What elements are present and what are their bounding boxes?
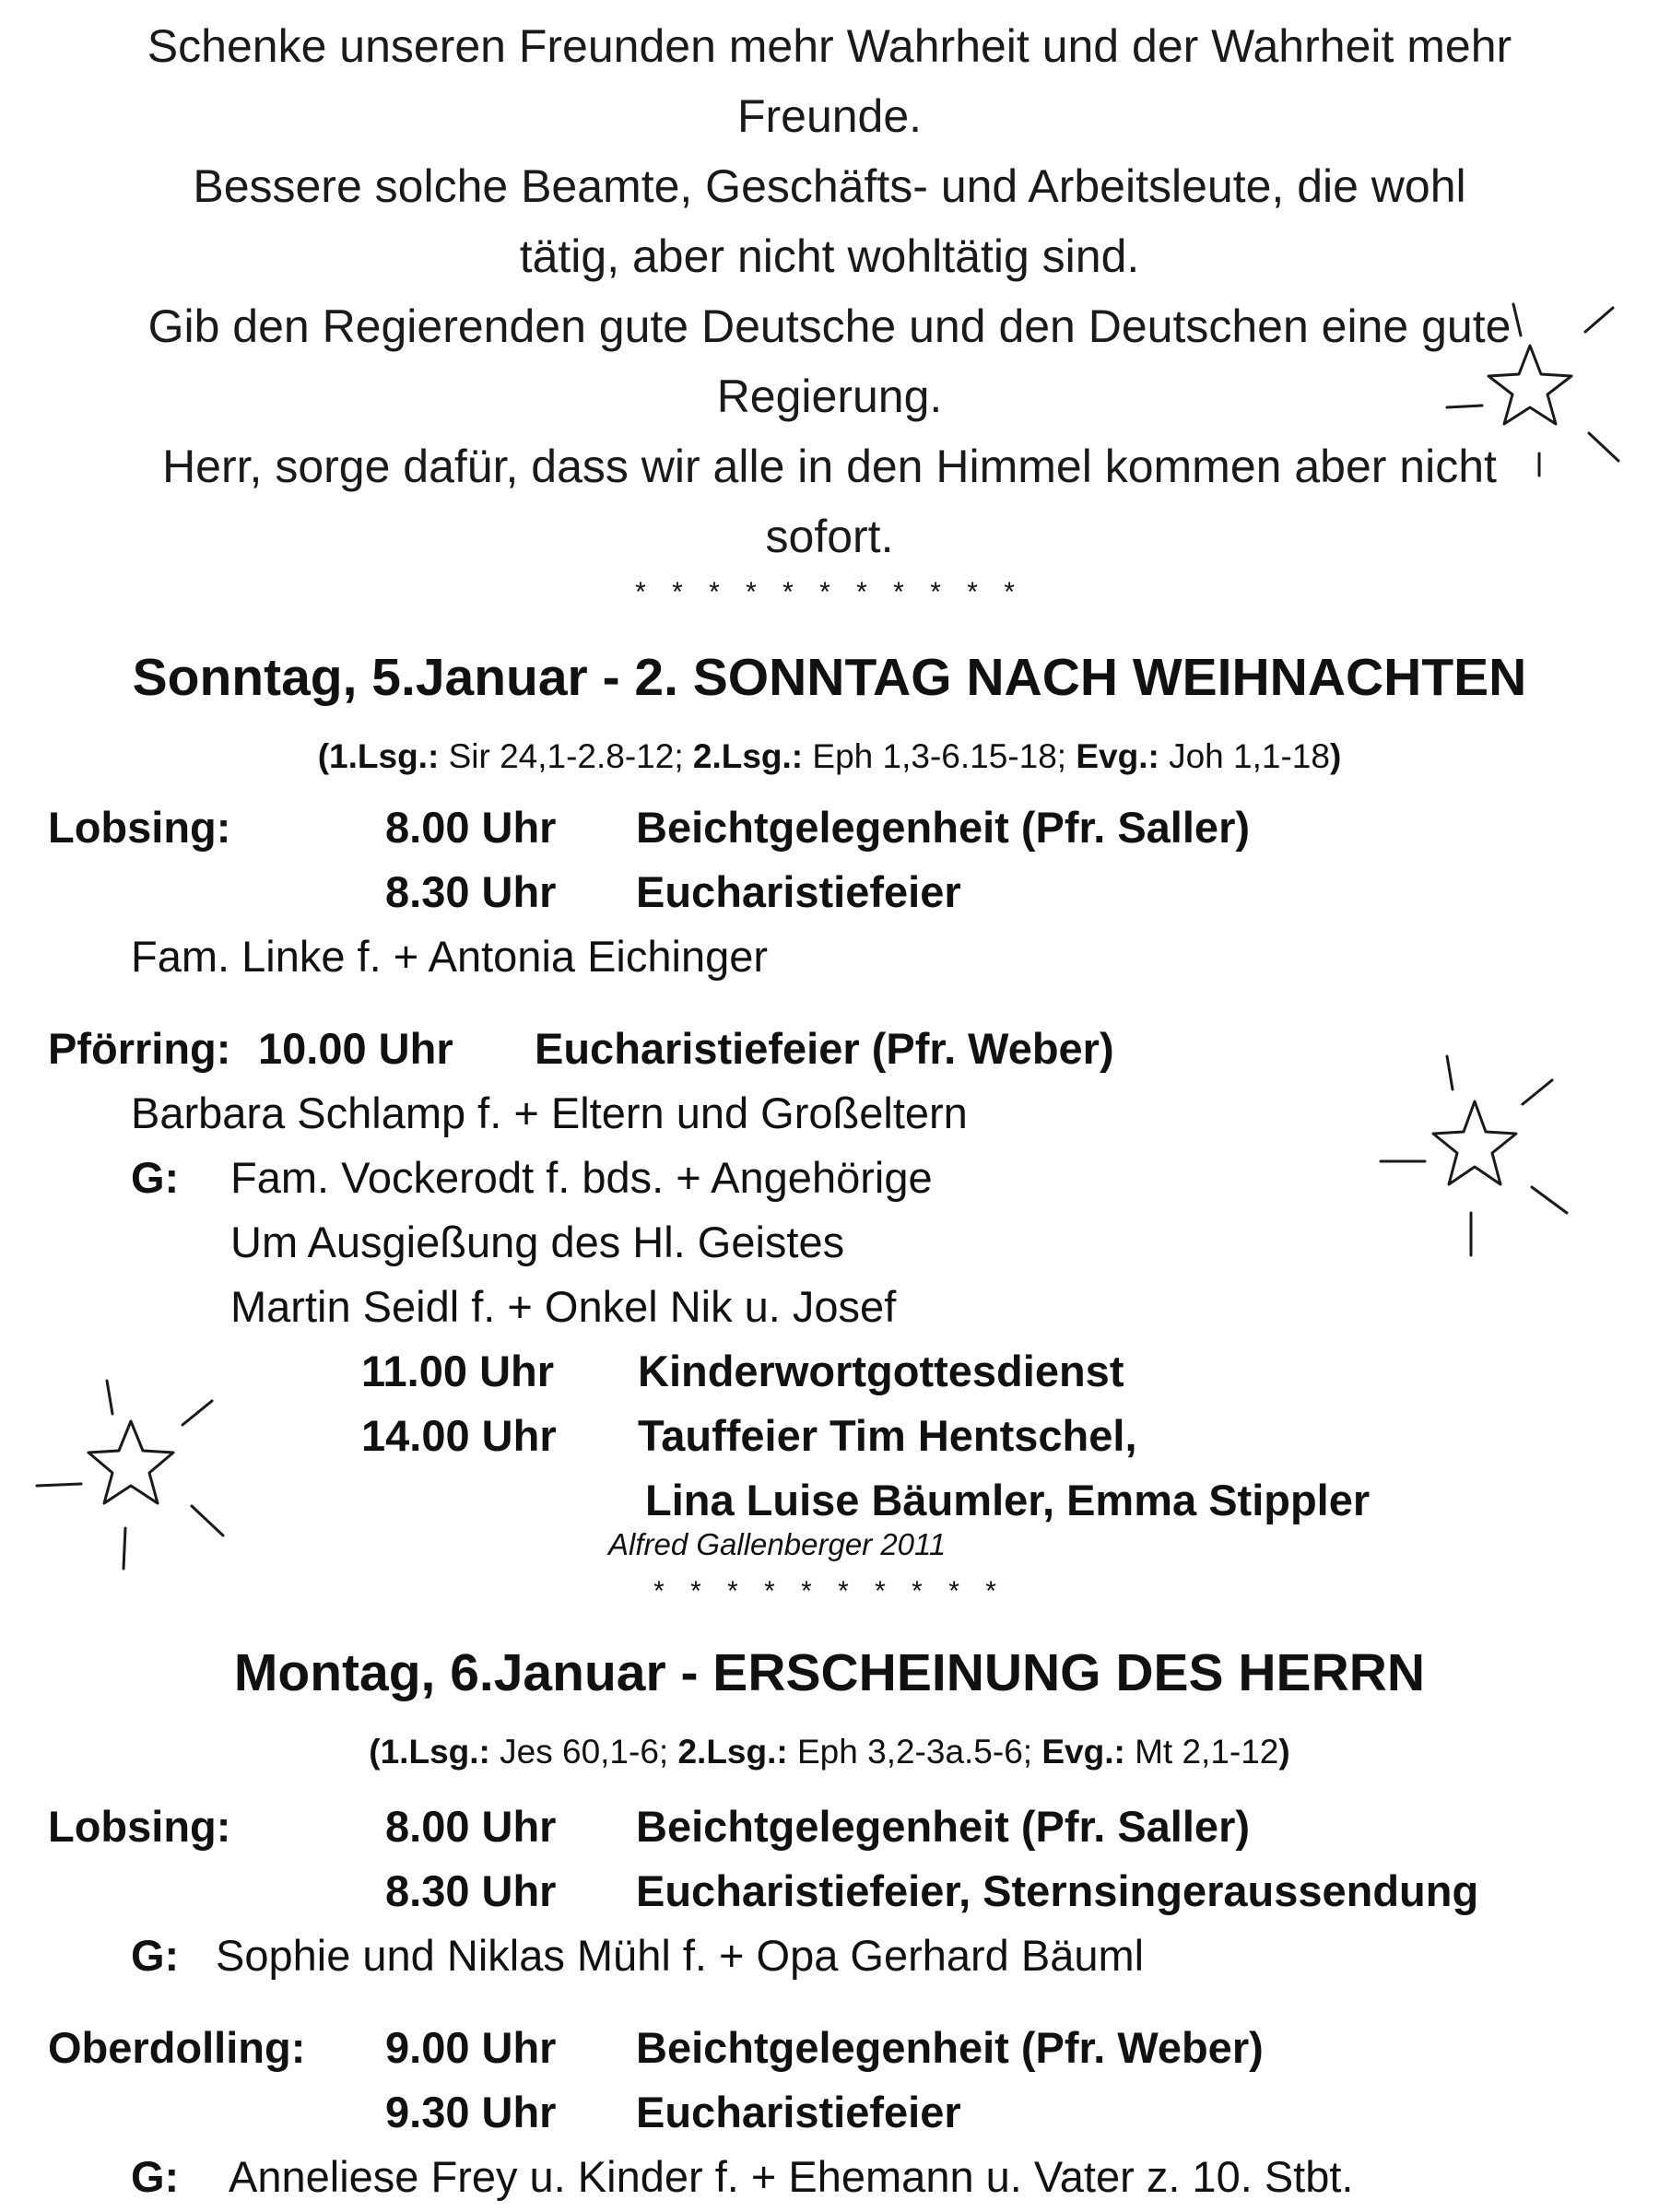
event: Eucharistiefeier: [636, 867, 961, 916]
g-label: G:: [131, 1153, 180, 1202]
event: Eucharistiefeier: [636, 2088, 961, 2136]
reading-2-label: 2.Lsg.:: [692, 737, 804, 775]
mass-intention: Barbara Schlamp f. + Eltern und Großeltern: [131, 1088, 968, 1137]
poem-signature: Alfred Gallenberger 2011: [608, 1527, 947, 1561]
gospel: Mt 2,1-12: [1124, 1733, 1279, 1771]
event: Beichtgelegenheit (Pfr. Saller): [636, 803, 1251, 852]
place-pfoerring: Pförring:: [48, 1024, 231, 1073]
separator: * * * * * * * * * * *: [635, 577, 1024, 607]
poem-line-2: Freunde.: [736, 90, 923, 142]
reading-2: Eph 3,2-3a.5-6;: [787, 1733, 1042, 1771]
sunday-title: Sonntag, 5.Januar - 2. SONNTAG NACH WEIHNACHTEN: [132, 648, 1527, 707]
g-label: G:: [131, 2152, 180, 2201]
star-icon: [1438, 295, 1622, 479]
reading-1: Sir 24,1-2.8-12;: [439, 737, 693, 775]
poem-line-1: Schenke unseren Freunden mehr Wahrheit und der Wahrheit mehr: [147, 20, 1512, 72]
sunday-readings: [0, 734, 1659, 780]
poem-line-5: Gib den Regierenden gute Deutsche und den Deutschen eine gute: [147, 300, 1512, 352]
time: 9.30 Uhr: [385, 2088, 557, 2136]
time: 14.00 Uhr: [361, 1411, 557, 1460]
readings-close: ): [1278, 1733, 1290, 1771]
mass-intention: Anneliese Frey u. Kinder f. + Ehemann u. Vater z. 10. Stbt.: [229, 2152, 1354, 2201]
reading-2: Eph 1,3-6.15-18;: [803, 737, 1077, 775]
separator: * * * * * * * * * *: [653, 1576, 1006, 1606]
gospel-label: Evg.:: [1076, 737, 1159, 775]
g-label: G:: [131, 1931, 180, 1980]
gospel-label: Evg.:: [1041, 1733, 1125, 1771]
mass-intention: Fam. Vockerodt f. bds. + Angehörige: [230, 1153, 933, 1202]
place-oberdolling: Oberdolling:: [48, 2023, 306, 2072]
time: 8.00 Uhr: [385, 1802, 557, 1851]
time: 9.00 Uhr: [385, 2023, 557, 2072]
event: Tauffeier Tim Hentschel,: [638, 1411, 1137, 1460]
event: Eucharistiefeier (Pfr. Weber): [535, 1024, 1114, 1073]
place-lobsing: Lobsing:: [48, 1802, 231, 1851]
mass-intention: Um Ausgießung des Hl. Geistes: [230, 1218, 845, 1266]
poem-line-3: Bessere solche Beamte, Geschäfts- und Arbeitsleute, die wohl: [193, 160, 1466, 212]
readings-open: (: [317, 737, 330, 775]
poem-line-6: Regierung.: [716, 371, 943, 422]
event: Beichtgelegenheit (Pfr. Weber): [636, 2023, 1264, 2072]
reading-1-label: 1.Lsg.:: [329, 737, 440, 775]
readings-close: ): [1329, 737, 1342, 775]
mass-intention: Fam. Linke f. + Antonia Eichinger: [131, 932, 769, 981]
star-icon: [1373, 1051, 1576, 1263]
time: 8.30 Uhr: [385, 1866, 557, 1915]
poem-line-4: tätig, aber nicht wohltätig sind.: [519, 230, 1140, 282]
place-lobsing: Lobsing:: [48, 803, 231, 852]
readings-open: (: [369, 1733, 381, 1771]
time: 10.00 Uhr: [258, 1024, 453, 1073]
reading-1: Jes 60,1-6;: [489, 1733, 678, 1771]
reading-2-label: 2.Lsg.:: [677, 1733, 788, 1771]
poem-line-7: Herr, sorge dafür, dass wir alle in den Himmel kommen aber nicht: [162, 441, 1497, 492]
event: Kinderwortgottesdienst: [638, 1347, 1124, 1395]
time: 11.00 Uhr: [361, 1347, 555, 1395]
event: Eucharistiefeier, Sternsingeraussendung: [636, 1866, 1479, 1915]
mass-intention: Sophie und Niklas Mühl f. + Opa Gerhard Bäuml: [216, 1931, 1145, 1980]
poem-line-8: sofort.: [765, 511, 894, 562]
event: Lina Luise Bäumler, Emma Stippler: [645, 1476, 1371, 1524]
gospel: Joh 1,1-18: [1159, 737, 1330, 775]
reading-1-label: 1.Lsg.:: [380, 1733, 490, 1771]
event: Beichtgelegenheit (Pfr. Saller): [636, 1802, 1251, 1851]
time: 8.30 Uhr: [385, 867, 557, 916]
star-icon: [28, 1373, 240, 1576]
mass-intention: Martin Seidl f. + Onkel Nik u. Josef: [230, 1282, 897, 1331]
time: 8.00 Uhr: [385, 803, 557, 852]
monday-readings: [0, 1729, 1659, 1775]
monday-title: Montag, 6.Januar - ERSCHEINUNG DES HERRN: [233, 1643, 1426, 1702]
